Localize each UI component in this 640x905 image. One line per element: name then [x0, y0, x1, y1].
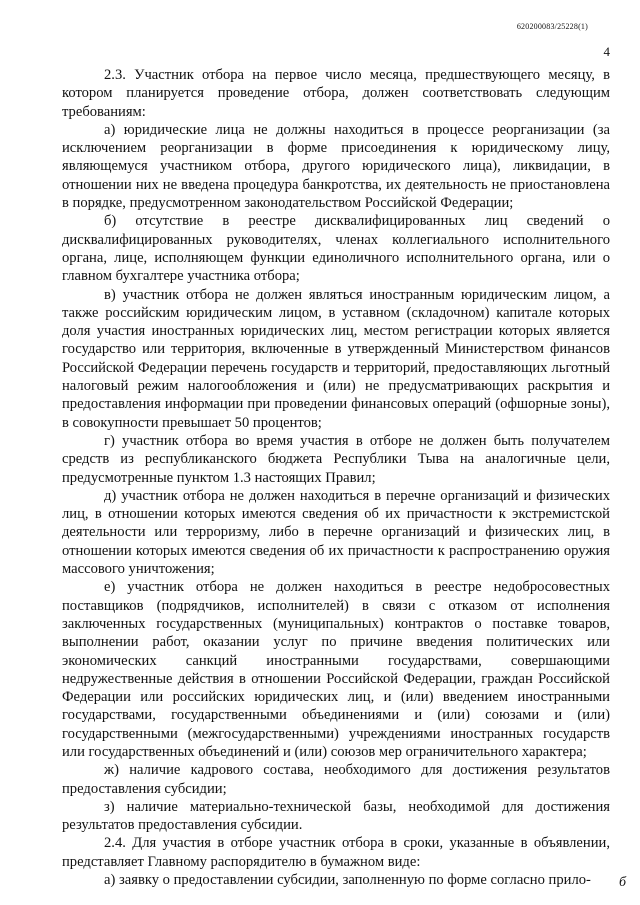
page-number: 4: [603, 44, 610, 59]
paragraph-2-3-b: б) отсутствие в реестре дисквалифицированных лиц сведений о дисквалифицированных руководителях, членах коллегиального исполнительного органа, лице, исполняющем функции единоличного исполнительного органа, или о главном бухгалтере участника отбора;: [62, 213, 610, 285]
handwritten-corner-mark: б: [618, 875, 626, 890]
document-registration-number: 620200083/25228(1): [516, 22, 588, 31]
paragraph-2-3-zh: ж) наличие кадрового состава, необходимого для достижения результатов предоставления субсидии;: [62, 762, 610, 797]
paragraph-2-3: 2.3. Участник отбора на первое число месяца, предшествующего месяцу, в котором планируется проведение отбора, должен соответствовать следующим требованиям:: [62, 67, 610, 120]
paragraph-2-3-a: а) юридические лица не должны находиться в процессе реорганизации (за исключением реорганизации в форме присоединения к юридическому лицу, являющемуся участником отбора, другого юридического лица), ликвидации, в отношении них не введена процедура банкротства, их деятельность не приостановлена в порядке, предусмотренном законодательством Российской Федерации;: [62, 121, 610, 212]
document-body: [62, 66, 610, 889]
paragraph-2-3-z: з) наличие материально-технической базы, необходимой для достижения результатов предоставления субсидии.: [62, 798, 610, 834]
paragraph-2-3-e: е) участник отбора не должен находиться в реестре недобросовестных поставщиков (подрядчиков, исполнителей) в связи с отказом от исполнения заключенных государственных (муниципальных) контрактов о поставке товаров, выполнении работ, оказании услуг по причине введения политических или экономических санкций иностранными государствами, совершающими недружественные действия в отношении Российской Федерации, граждан Российской Федерации или российских юридических лиц, и (или) введением иностранными государствами, государственными объединениями и (или) союзами и (или) государственными (межгосударственными) учреждениями иностранных государств или государственных объединений и (или) союзов мер ограничительного характера;: [62, 579, 610, 760]
paragraph-2-3-d: д) участник отбора не должен находиться в перечне организаций и физических лиц, в отношении которых имеются сведения об их причастности к экстремистской деятельности или терроризму, либо в перечне организаций и физических лиц, в отношении которых имеются сведения об их причастности к распространению оружия массового уничтожения;: [62, 487, 610, 578]
paragraph-2-4-a: а) заявку о предоставлении субсидии, заполненную по форме согласно прило-: [104, 872, 591, 889]
paragraph-2-4: 2.4. Для участия в отборе участник отбора в сроки, указанные в объявлении, представляет Главному распорядителю в бумажном виде:: [62, 835, 610, 870]
paragraph-2-3-g: г) участник отбора во время участия в отборе не должен быть получателем средств из республиканского бюджета Республики Тыва на аналогичные цели, предусмотренные пунктом 1.3 настоящих Правил;: [62, 432, 610, 486]
paragraph-2-3-v: в) участник отбора не должен являться иностранным юридическим лицом, а также российским юридическим лицом, в уставном (складочном) капитале которых доля участия иностранных юридических лиц, местом регистрации которых является государство или территория, включенные в утвержденный Министерством финансов Российской Федерации перечень государств и территорий, предоставляющих льготный налоговый режим налогообложения и (или) не предусматривающих раскрытия и предоставления информации при проведении финансовых операций (офшорные зоны), в совокупности превышает 50 процентов;: [62, 286, 610, 431]
